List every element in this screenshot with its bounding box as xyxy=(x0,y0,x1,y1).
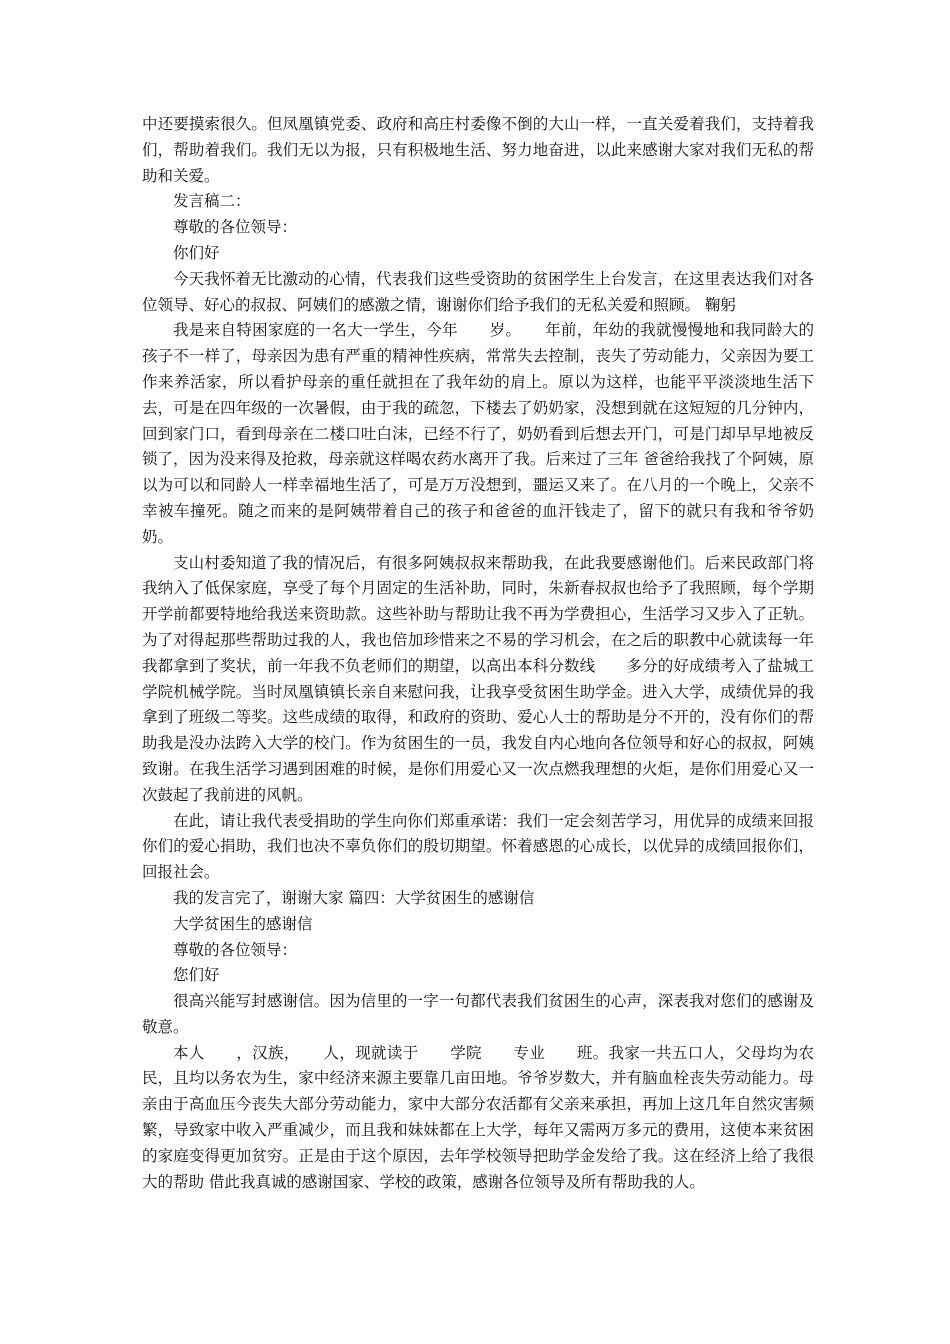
letter-salutation: 尊敬的各位领导： xyxy=(173,940,298,959)
greeting: 你们好 xyxy=(173,243,220,262)
speech-two-heading: 发言稿二： xyxy=(173,192,251,211)
paragraph-opening: 今天我怀着无比激动的心情，代表我们这些受资助的贫困学生上台发言，在这里表达我们对各位领导、好心的叔叔、阿姨们的感激之情，谢谢你们给予我们的无私关爱和照顾。 鞠躬 xyxy=(142,269,814,314)
paragraph-background: 我是来自特困家庭的一名大一学生，今年 岁。 年前，年幼的我就慢慢地和我同龄大的孩子不一样了，母亲因为患有严重的精神性疾病，常常失去控制，丧失了劳动能力，父亲因为要工作来养活家，所以看护母亲的重任就担在了我年幼的肩上。原以为这样，也能平平淡淡地生活下去，可是在四年级的一次暑假，由于我的疏忽，下楼去了奶奶家，没想到就在这短短的几分钟内，回到家门口，看到母亲在二楼口吐白沫，已经不行了，奶奶看到后想去开门，可是门却早早地被反锁了，因为没来得及抢救，母亲就这样喝农药水离开了我。后来过了三年 爸爸给我找了个阿姨，原以为可以和同龄人一样幸福地生活了，可是万万没想到，噩运又来了。在八月的一个晚上，父亲不幸被车撞死。随之而来的是阿姨带着自己的孩子和爸爸的血汗钱走了，留下的就只有我和爷爷奶奶。 xyxy=(142,321,814,546)
paragraph-support: 支山村委知道了我的情况后，有很多阿姨叔叔来帮助我，在此我要感谢他们。后来民政部门将我纳入了低保家庭，享受了每个月固定的生活补助，同时，朱新春叔叔也给予了我照顾，每个学期开学前都要特地给我送来资助款。这些补助与帮助让我不再为学费担心，生活学习又步入了正轨。为了对得起那些帮助过我的人，我也倍加珍惜来之不易的学习机会，在之后的职教中心就读每一年我都拿到了奖状，前一年我不负老师们的期望，以高出本科分数线 多分的好成绩考入了盐城工学院机械学院。当时凤凰镇镇长亲自来慰问我，让我享受贫困生助学金。进入大学，成绩优异的我拿到了班级二等奖。这些成绩的取得，和政府的资助、爱心人士的帮助是分不开的，没有你们的帮助我是没办法跨入大学的校门。作为贫困生的一员，我发自内心地向各位领导和好心的叔叔，阿姨致谢。在我生活学习遇到困难的时候，是你们用爱心又一次点燃我理想的火炬，是你们用爱心又一次鼓起了我前进的风帆。 xyxy=(142,553,814,804)
letter-body: 本人 ，汉族， 人，现就读于 学院 专业 班。我家一共五口人，父母均为农民，且均以务农为生，家中经济来源主要靠几亩田地。爷爷岁数大，并有脑血栓丧失劳动能力。母亲由于高血压今丧失大部分劳动能力，家中大部分农活都有父亲来承担，再加上这几年自然灾害频繁，导致家中收入严重减少，而且我和妹妹都在上大学，每年又需两万多元的费用，这使本来贫困的家庭变得更加贫穷。正是由于这个原因，去年学校领导把助学金发给了我。这在经济上给了我很大的帮助 借此我真诚的感谢国家、学校的政策，感谢各位领导及所有帮助我的人。 xyxy=(142,1043,814,1191)
letter-greeting: 您们好 xyxy=(173,966,220,985)
closing-and-section-four: 我的发言完了，谢谢大家 篇四：大学贫困生的感谢信 xyxy=(173,888,535,907)
paragraph-promise: 在此，请让我代表受捐助的学生向你们郑重承诺：我们一定会刻苦学习，用优异的成绩来回报你们的爱心捐助，我们也决不辜负你们的殷切期望。怀着感恩的心成长，以优异的成绩回报你们，回报社会。 xyxy=(142,811,814,882)
salutation: 尊敬的各位领导： xyxy=(173,218,298,237)
document-body xyxy=(142,112,814,1195)
letter-title: 大学贫困生的感谢信 xyxy=(173,914,313,933)
paragraph-1: 中还要摸索很久。但凤凰镇党委、政府和高庄村委像不倒的大山一样，一直关爱着我们，支持着我们，帮助着我们。我们无以为报，只有积极地生活、努力地奋进，以此来感谢大家对我们无私的帮助和关爱。 xyxy=(142,115,814,185)
letter-intro: 很高兴能写封感谢信。因为信里的一字一句都代表我们贫困生的心声，深表我对您们的感谢及敬意。 xyxy=(142,992,814,1036)
